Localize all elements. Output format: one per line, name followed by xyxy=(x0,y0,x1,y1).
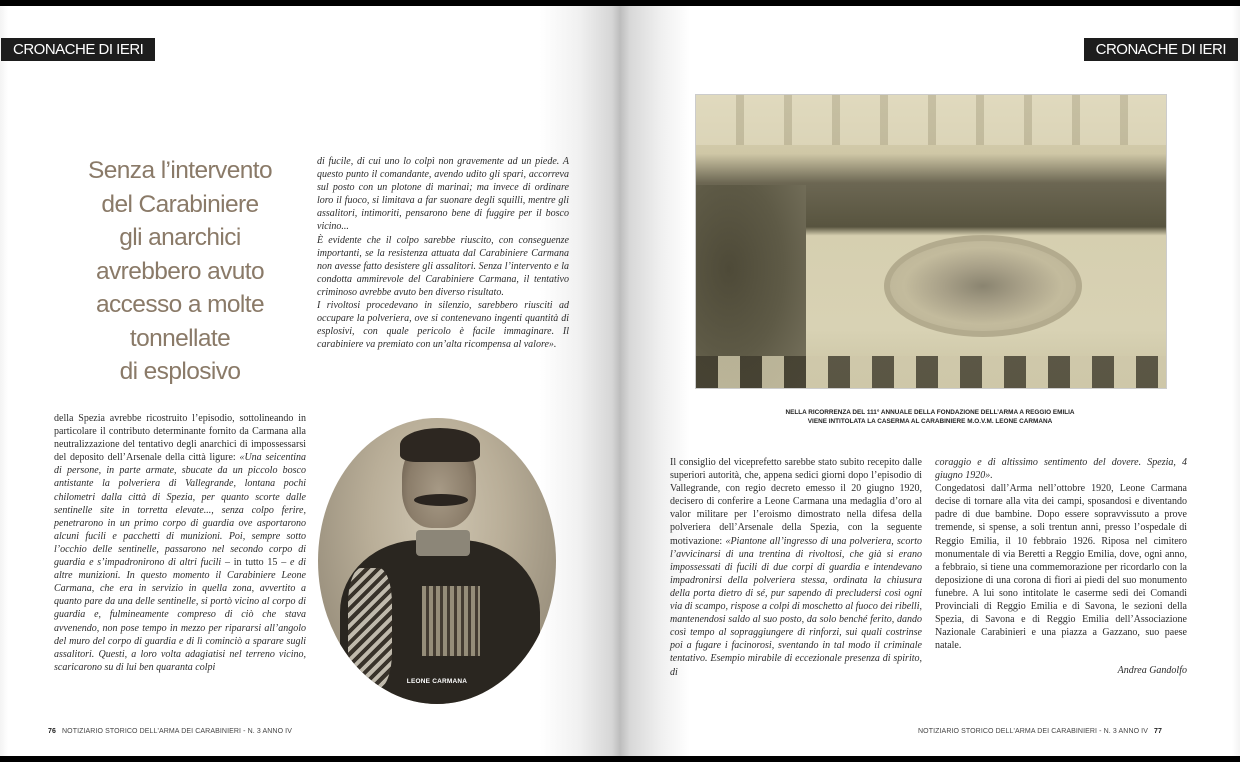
article-column-right-2 xyxy=(935,456,1187,678)
article-headline xyxy=(62,154,298,389)
headline-line: del Carabiniere xyxy=(101,190,259,218)
paragraph: Congedatosi dall’Arma nell’ottobre 1920, Leone Carmana decise di tornare alla vita dei campi, sposandosi e diventando padre di due bambine. Dopo essere sopravvissuto a prove tremende, si spense, a soli trentun anni, presso l’ospedale di Reggio Emilia, il 10 febbraio 1926. Riposa nel cimitero monumentale di via Beretti a Reggio Emilia, dove, ogni anno, a febbraio, si tiene una commemorazione per ricordarlo con la deposizione di una corona di fiori ai piedi del suo monumento funebre. A lui sono intitolate le caserme sedi dei Comandi Provinciali di Reggio Emilia e di Savona, le sezioni della Spezia, di Savona e di Reggio Emilia dell’Associazione Nazionale Carabinieri e una piazza a Gazzano, suo paese natale. xyxy=(935,483,1187,652)
left-page xyxy=(0,6,620,756)
photo-building xyxy=(696,95,1166,145)
caption-line: VIENE INTITOLATA LA CASERMA AL CARABINIERE M.O.V.M. LEONE CARMANA xyxy=(807,418,1053,425)
footer-publication: NOTIZIARIO STORICO DELL'ARMA DEI CARABINIERI - N. 3 ANNO IV xyxy=(918,728,1148,735)
paragraph xyxy=(54,412,306,674)
right-page xyxy=(620,6,1240,756)
portrait-collar xyxy=(416,530,470,556)
portrait-aiguillette xyxy=(348,568,392,688)
photo-soldiers xyxy=(696,356,1166,388)
quote-run: e di altre munizioni. In questo momento il Carabiniere Leone Carmana, che era in servizio in quella zona, avvertito a quanto pare da una delle sentinelle, si portò vicino al corpo di guardia e, fulmineamente compreso di ciò che stava avvenendo, non pose tempo in mezzo per ripararsi all’angolo del muro del corpo di guardia e di lì cominciò a sparare sugli assalitori. Questi, a loro volta adagiatisi nel terreno vicino, scaricarono su di lui ben quaranta colpi xyxy=(54,557,306,673)
page-number: 77 xyxy=(1154,728,1162,735)
headline-line: Senza l’intervento xyxy=(88,157,272,184)
page-footer xyxy=(42,728,292,735)
section-tag: CRONACHE DI IERI xyxy=(1084,38,1238,61)
footer-publication: NOTIZIARIO STORICO DELL'ARMA DEI CARABINIERI - N. 3 ANNO IV xyxy=(62,728,292,735)
page-number: 76 xyxy=(48,728,56,735)
article-column-top xyxy=(317,155,569,351)
paragraph: I rivoltosi procedevano in silenzio, sarebbero riusciti ad occupare la polveriera, ove si contenevano ingenti quantità di esplosivi, con quale pericolo è facile immaginare. Il carabiniere va premiato con un’alta ricompensa al valore». xyxy=(317,300,569,351)
headline-line: tonnellate xyxy=(129,324,231,352)
photo-caption xyxy=(695,408,1165,426)
portrait-hair xyxy=(400,428,480,462)
quote-run: «Piantone all’ingresso di una polveriera, scorto l’avvicinarsi di una trentina di rivoltosi, che già si erano impossessati di fucili di due corpi di guardia e intendevano impadronirsi della polveriera stessa, ordinata la chiusura della porta dietro di sé, pur sapendo di precludersi così ogni via di scampo, rispose a colpi di moschetto al fuoco dei ribelli, mantenendosi saldo al suo posto, da solo benché ferito, dando così tempo al sopraggiungere di rinforzi, sui quali costrinse poi a fugare i facinorosi, sventando in tal modo il criminale tentativo. Esempio mirabile di eccezionale presenza di spirito, di xyxy=(670,535,922,678)
caption-line: NELLA RICORRENZA DEL 111° ANNUALE DELLA FONDAZIONE DELL’ARMA A REGGIO EMILIA xyxy=(785,409,1075,416)
photo-floral-emblem xyxy=(884,235,1082,337)
headline-line: avrebbero avuto xyxy=(95,257,265,285)
portrait-mustache xyxy=(414,494,468,506)
headline-line: gli anarchici xyxy=(119,224,241,251)
author-signature: Andrea Gandolfo xyxy=(1117,665,1187,677)
headline-line: accesso a molte xyxy=(95,291,265,318)
paragraph: di fucile, di cui uno lo colpì non gravemente ad un piede. A questo punto il comandante, avendo udito gli spari, accorreva sul posto con un plotone di marinai; ma invece di ordinare loro il fuoco, si limitava a far suonare degli squilli, mentre gli assalitori, intimoriti, pensarono bene di fuggire per il bosco vicino... xyxy=(317,156,569,233)
headline-line: di esplosivo xyxy=(119,358,241,385)
text-run: – in tutto 15 – xyxy=(221,557,290,569)
section-tag: CRONACHE DI IERI xyxy=(1,38,155,61)
text-run: della Spezia avrebbe ricostruito l’episodio, sottolineando in particolare il contributo determinante fornito da Carmana alla neutralizzazione del tentativo degli anarchici di impossessarsi del deposito dell’Arsenale della città ligure: xyxy=(54,413,306,464)
portrait-medals xyxy=(422,586,480,656)
portrait-caption: LEONE CARMANA xyxy=(406,678,468,685)
quote-run: «Una seicentina di persone, in parte armate, sbucate da un piccolo bosco antistante la polveriera di Vallegrande, lontana pochi chilometri dalla città di Spezia, per quanto scorte dalle sentinelle site in torretta elevate..., senza colpo ferire, penetrarono in un primo corpo di guardia ove asportarono alcuni fucili e pacchetti di munizioni. Poi, sempre sotto l’occhio delle sentinelle, passarono nel secondo corpo di guardia e s’impadronirono di altri fucili xyxy=(54,452,307,569)
quote-run: coraggio e di altissimo sentimento del dovere. Spezia, 4 giugno 1920». xyxy=(935,457,1187,482)
text-run: Il consiglio del viceprefetto sarebbe stato subito recepito dalle superiori autorità, che, appena sedici giorni dopo l’episodio di Vallegrande, con regio decreto emesso il 20 giugno 1920, decisero di conferire a Leone Carmana una medaglia d’oro al valor militare per l’eroismo dimostrato nella difesa della polveriera dell’Arsenale della Spezia, con la seguente motivazione: xyxy=(670,457,922,547)
paragraph: È evidente che il colpo sarebbe riuscito, con conseguenze importanti, se la resistenza attuata dal Carabiniere Carmana non avesse fatto desistere gli assalitori. Senza l’intervento e la condotta ammirevole del Carabiniere Carmana, il tentativo criminoso avrebbe avuto ben diverso risultato. xyxy=(317,234,569,298)
article-column-right-1 xyxy=(670,456,922,679)
magazine-spread xyxy=(0,6,1240,756)
portrait-photo xyxy=(318,418,556,704)
page-footer xyxy=(918,728,1168,735)
paragraph xyxy=(670,456,922,679)
ceremony-photo xyxy=(695,94,1167,389)
article-column-left xyxy=(54,412,306,674)
